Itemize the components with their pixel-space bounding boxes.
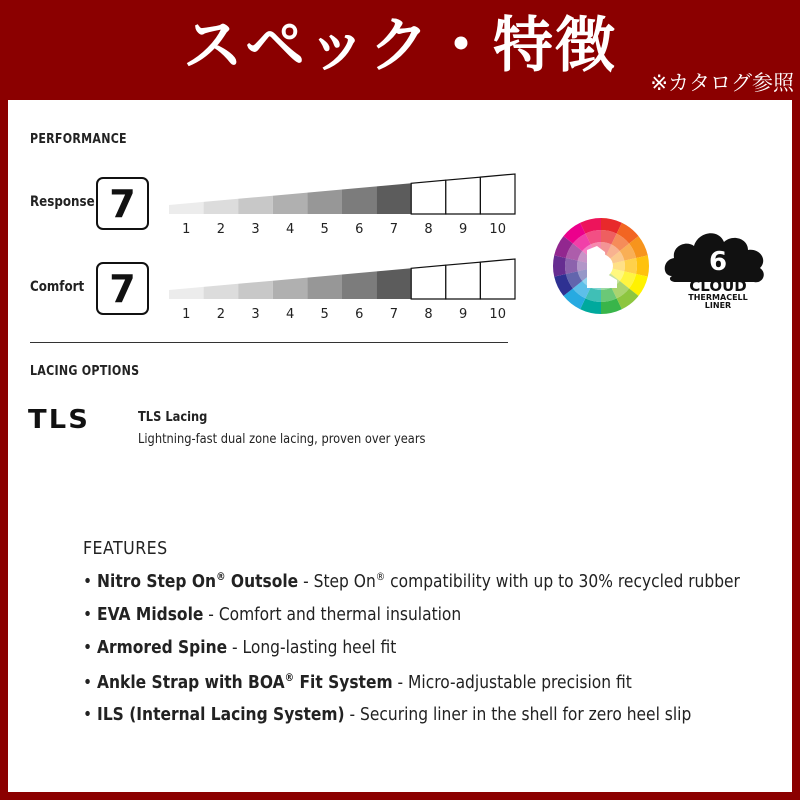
feature-item [83, 637, 396, 658]
feature-separator: - [392, 671, 409, 693]
feature-name: EVA Midsole [97, 603, 204, 625]
header-banner [0, 0, 800, 100]
feature-description: Step On® compatibility with up to 30% recycled rubber [313, 570, 740, 592]
rating-tick-label: 10 [489, 307, 506, 322]
rating-segment-5 [307, 275, 342, 300]
feature-separator: - [298, 571, 314, 592]
rating-segment-1 [169, 287, 204, 299]
bullet-icon: • [83, 704, 98, 725]
rating-segment-4 [273, 193, 308, 214]
rating-tick-label: 5 [320, 222, 329, 237]
rating-tick-label: 3 [251, 307, 260, 322]
bullet-icon: • [83, 603, 98, 625]
feature-separator: - [227, 637, 243, 658]
rating-tick-label: 6 [355, 222, 364, 237]
feature-separator: - [203, 603, 219, 625]
feature-item [83, 604, 461, 625]
comfort-label: Comfort [30, 279, 85, 295]
rating-tick-label: 7 [389, 222, 399, 237]
rating-segment-7 [377, 268, 412, 299]
rating-tick-label: 1 [182, 222, 191, 237]
rating-segment-9 [446, 177, 481, 214]
rating-tick-label: 1 [182, 307, 191, 322]
rating-segment-7 [377, 183, 412, 214]
rating-tick-label: 2 [216, 307, 226, 322]
cloud-line1: CLOUD [689, 277, 747, 295]
rating-segment-10 [480, 174, 515, 214]
rating-tick-label: 2 [216, 222, 226, 237]
rating-segment-6 [342, 271, 377, 299]
rating-segment-6 [342, 186, 377, 214]
rating-segment-5 [307, 190, 342, 215]
rating-tick-label: 4 [285, 222, 295, 237]
feature-description: Micro-adjustable precision fit [408, 671, 632, 693]
rating-segment-8 [411, 265, 446, 299]
section-divider [30, 342, 508, 343]
banner-note: ※カタログ参照 [650, 71, 794, 95]
bullet-icon: • [83, 671, 98, 693]
tls-logo: TLS [28, 405, 90, 435]
feature-name: ILS (Internal Lacing System) [97, 704, 345, 725]
rating-segment-3 [238, 196, 273, 214]
rating-segment-9 [446, 262, 481, 299]
rating-segment-2 [204, 284, 239, 299]
rating-tick-label: 3 [251, 222, 260, 237]
feature-item [83, 704, 691, 725]
banner-title: スペック・特徴 [183, 11, 617, 81]
rating-segment-10 [480, 259, 515, 299]
rating-tick-label: 4 [285, 307, 295, 322]
cloud-liner-icon [660, 218, 778, 323]
feature-item [83, 570, 740, 592]
rating-tick-label: 6 [355, 307, 364, 322]
response-label: Response [30, 194, 95, 210]
feature-name: Ankle Strap with BOA® Fit System [97, 670, 393, 693]
color-wheel-boot-icon [551, 216, 651, 321]
rating-tick-label: 8 [424, 307, 433, 322]
feature-item [83, 671, 632, 693]
feature-description: Long-lasting heel fit [242, 637, 397, 658]
rating-tick-label: 8 [424, 222, 433, 237]
rating-tick-label: 10 [489, 222, 506, 237]
spec-panel [8, 100, 792, 792]
feature-description: Securing liner in the shell for zero heel slip [360, 704, 692, 725]
rating-segment-3 [238, 281, 273, 299]
comfort-rating-bar [158, 255, 518, 325]
comfort-rating-box: 7 [96, 262, 149, 315]
lacing-options-title: LACING OPTIONS [30, 364, 140, 379]
response-rating-box: 7 [96, 177, 149, 230]
feature-name: Nitro Step On® Outsole [97, 570, 299, 592]
feature-separator: - [344, 704, 361, 725]
feature-description: Comfort and thermal insulation [218, 603, 462, 625]
cloud-line2: THERMACELL [688, 293, 748, 302]
rating-tick-label: 5 [320, 307, 329, 322]
rating-segment-1 [169, 202, 204, 214]
rating-tick-label: 7 [389, 307, 399, 322]
rating-tick-label: 9 [458, 307, 468, 322]
bullet-icon: • [83, 571, 98, 592]
rating-segment-4 [273, 278, 308, 299]
features-title: FEATURES [83, 538, 168, 559]
response-rating-bar [158, 170, 518, 240]
performance-title: PERFORMANCE [30, 132, 127, 147]
tls-lacing-name: TLS Lacing [138, 410, 208, 425]
cloud-number: 6 [708, 247, 728, 277]
tls-lacing-description: Lightning-fast dual zone lacing, proven over years [138, 432, 426, 447]
rating-tick-label: 9 [458, 222, 468, 237]
bullet-icon: • [83, 637, 98, 658]
feature-name: Armored Spine [97, 637, 228, 658]
rating-segment-8 [411, 180, 446, 214]
rating-segment-2 [204, 199, 239, 214]
cloud-line3: LINER [704, 301, 732, 310]
